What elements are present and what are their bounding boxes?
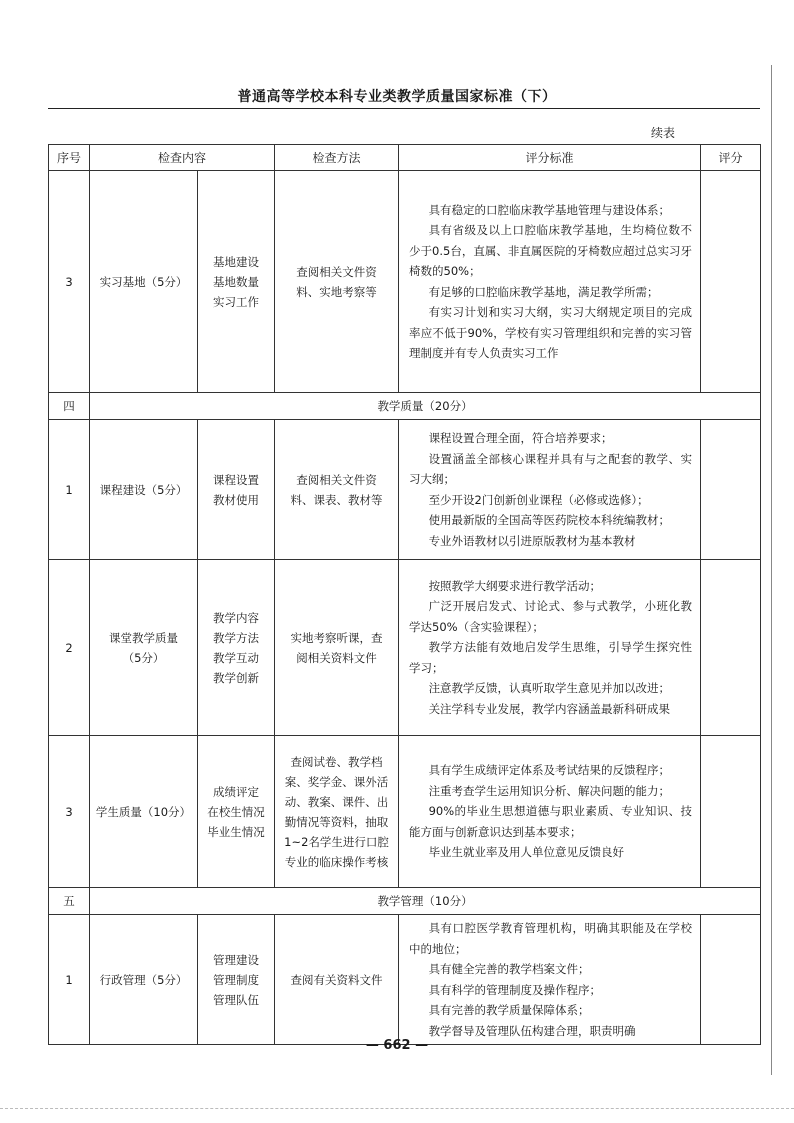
standards-table-container [48, 144, 760, 1045]
subitem: 管理制度 [213, 972, 259, 987]
header-rule [48, 108, 760, 109]
check-method [275, 736, 399, 888]
table-row [49, 915, 761, 1045]
check-method [275, 171, 399, 393]
subitem: 教学互动 [213, 650, 259, 665]
method-line: 查阅相关文件资 [296, 472, 377, 487]
col-header-content: 检查内容 [90, 145, 275, 171]
section-number: 五 [49, 888, 90, 915]
check-subitems [198, 736, 275, 888]
table-row [49, 420, 761, 560]
criteria-item: 注意教学反馈，认真听取学生意见并加以改进； [428, 681, 671, 696]
table-row [49, 171, 761, 393]
criteria-item: 按照教学大纲要求进行教学活动； [428, 578, 602, 593]
subitem: 基地建设 [213, 254, 259, 269]
col-header-criteria: 评分标准 [399, 145, 701, 171]
subitem: 课程设置 [213, 472, 259, 487]
check-method [275, 915, 399, 1045]
section-row [49, 888, 761, 915]
check-content [90, 560, 198, 736]
scoring-criteria [399, 171, 701, 393]
check-content: 学生质量（10分） [90, 736, 198, 888]
score-cell [701, 171, 761, 393]
col-header-method: 检查方法 [275, 145, 399, 171]
subitem: 教学创新 [213, 670, 259, 685]
section-row [49, 393, 761, 420]
method-line: 1~2名学生进行口腔 [284, 834, 389, 849]
subitem: 实习工作 [213, 294, 259, 309]
criteria-item: 至少开设2门创新创业课程（必修或选修）； [428, 492, 649, 507]
method-line: 查阅试卷、教学档 [290, 754, 383, 769]
criteria-item: 关注学科专业发展，教学内容涵盖最新科研成果 [428, 701, 671, 716]
table-row [49, 560, 761, 736]
method-line: 阅相关资料文件 [296, 650, 377, 665]
row-number: 3 [49, 736, 90, 888]
method-line: 专业的临床操作考核 [284, 854, 389, 869]
criteria-item: 具有学生成绩评定体系及考试结果的反馈程序； [428, 763, 671, 778]
table-row [49, 736, 761, 888]
criteria-item: 设置涵盖全部核心课程并具有与之配套的教学、实习大纲； [409, 451, 693, 486]
check-subitems [198, 171, 275, 393]
criteria-item: 教学方法能有效地启发学生思维，引导学生探究性学习； [409, 640, 693, 675]
continued-label: 续表 [651, 126, 676, 140]
subitem: 管理队伍 [213, 992, 259, 1007]
row-number: 1 [49, 420, 90, 560]
section-title: 教学质量（20分） [90, 393, 761, 420]
criteria-item: 具有科学的管理制度及操作程序； [428, 982, 602, 997]
criteria-item: 广泛开展启发式、讨论式、参与式教学，小班化教学达50%（含实验课程）； [409, 599, 693, 634]
method-line: 料、实地考察等 [296, 284, 377, 299]
table-header-row [49, 145, 761, 171]
criteria-item: 有足够的口腔临床教学基地，满足教学所需； [428, 284, 659, 299]
row-number: 2 [49, 560, 90, 736]
check-subitems [198, 915, 275, 1045]
content-line: （5分） [122, 650, 165, 665]
section-number: 四 [49, 393, 90, 420]
subitem: 教学内容 [213, 610, 259, 625]
criteria-item: 具有口腔医学教育管理机构，明确其职能及在学校中的地位； [409, 921, 693, 956]
scoring-criteria [399, 420, 701, 560]
method-line: 实地考察听课，查 [290, 630, 383, 645]
criteria-item: 使用最新版的全国高等医药院校本科统编教材； [428, 513, 671, 527]
criteria-item: 具有省级及以上口腔临床教学基地，生均椅位数不少于0.5台，直属、非直属医院的牙椅数应超过总实习牙椅数的50%； [409, 223, 693, 278]
scan-edge-line [0, 1108, 794, 1109]
method-line: 动、教案、课件、出 [284, 794, 389, 809]
method-line: 料、课表、教材等 [290, 492, 383, 507]
criteria-item: 具有完善的教学质量保障体系； [428, 1003, 590, 1017]
content-line: 课堂教学质量 [109, 630, 178, 645]
criteria-item: 有实习计划和实习大纲，实习大纲规定项目的完成率应不低于90%，学校有实习管理组织和完善的实习管理制度并有专人负责实习工作 [409, 305, 693, 360]
subitem: 基地数量 [213, 274, 259, 289]
check-content: 行政管理（5分） [90, 915, 198, 1045]
criteria-item: 毕业生就业率及用人单位意见反馈良好 [428, 845, 625, 860]
check-content: 课程建设（5分） [90, 420, 198, 560]
section-title: 教学管理（10分） [90, 888, 761, 915]
subitem: 教材使用 [213, 492, 259, 507]
row-number: 1 [49, 915, 90, 1045]
score-cell [701, 736, 761, 888]
method-line: 查阅相关文件资 [296, 264, 377, 279]
score-cell [701, 420, 761, 560]
col-header-no: 序号 [49, 145, 90, 171]
check-subitems [198, 420, 275, 560]
subitem: 教学方法 [213, 630, 259, 645]
criteria-item: 具有稳定的口腔临床教学基地管理与建设体系； [428, 202, 671, 217]
check-content: 实习基地（5分） [90, 171, 198, 393]
criteria-item: 90%的毕业生思想道德与职业素质、专业知识、技能方面与创新意识达到基本要求； [409, 804, 693, 839]
page-right-edge [771, 65, 772, 1075]
scoring-criteria [399, 736, 701, 888]
page-header-title: 普通高等学校本科专业类教学质量国家标准（下） [237, 89, 557, 105]
subitem: 管理建设 [213, 952, 259, 967]
check-method [275, 560, 399, 736]
row-number: 3 [49, 171, 90, 393]
page-number: — 662 — [365, 1038, 429, 1053]
standards-table [48, 144, 761, 1045]
score-cell [701, 560, 761, 736]
subitem: 毕业生情况 [207, 824, 265, 839]
method-line: 勤情况等资料，抽取 [284, 814, 389, 829]
scoring-criteria [399, 915, 701, 1045]
col-header-score: 评分 [701, 145, 761, 171]
score-cell [701, 915, 761, 1045]
subitem: 在校生情况 [207, 804, 265, 819]
criteria-item: 具有健全完善的教学档案文件； [428, 962, 590, 976]
scoring-criteria [399, 560, 701, 736]
subitem: 成绩评定 [213, 784, 259, 799]
criteria-item: 课程设置合理全面，符合培养要求； [428, 431, 613, 445]
criteria-item: 注重考查学生运用知识分析、解决问题的能力； [428, 783, 671, 798]
check-subitems [198, 560, 275, 736]
method-line: 查阅有关资料文件 [290, 972, 383, 987]
criteria-item: 教学督导及管理队伍构建合理，职责明确 [428, 1023, 636, 1038]
check-method [275, 420, 399, 560]
criteria-item: 专业外语教材以引进原版教材为基本教材 [428, 533, 636, 548]
method-line: 案、奖学金、课外活 [284, 774, 389, 789]
